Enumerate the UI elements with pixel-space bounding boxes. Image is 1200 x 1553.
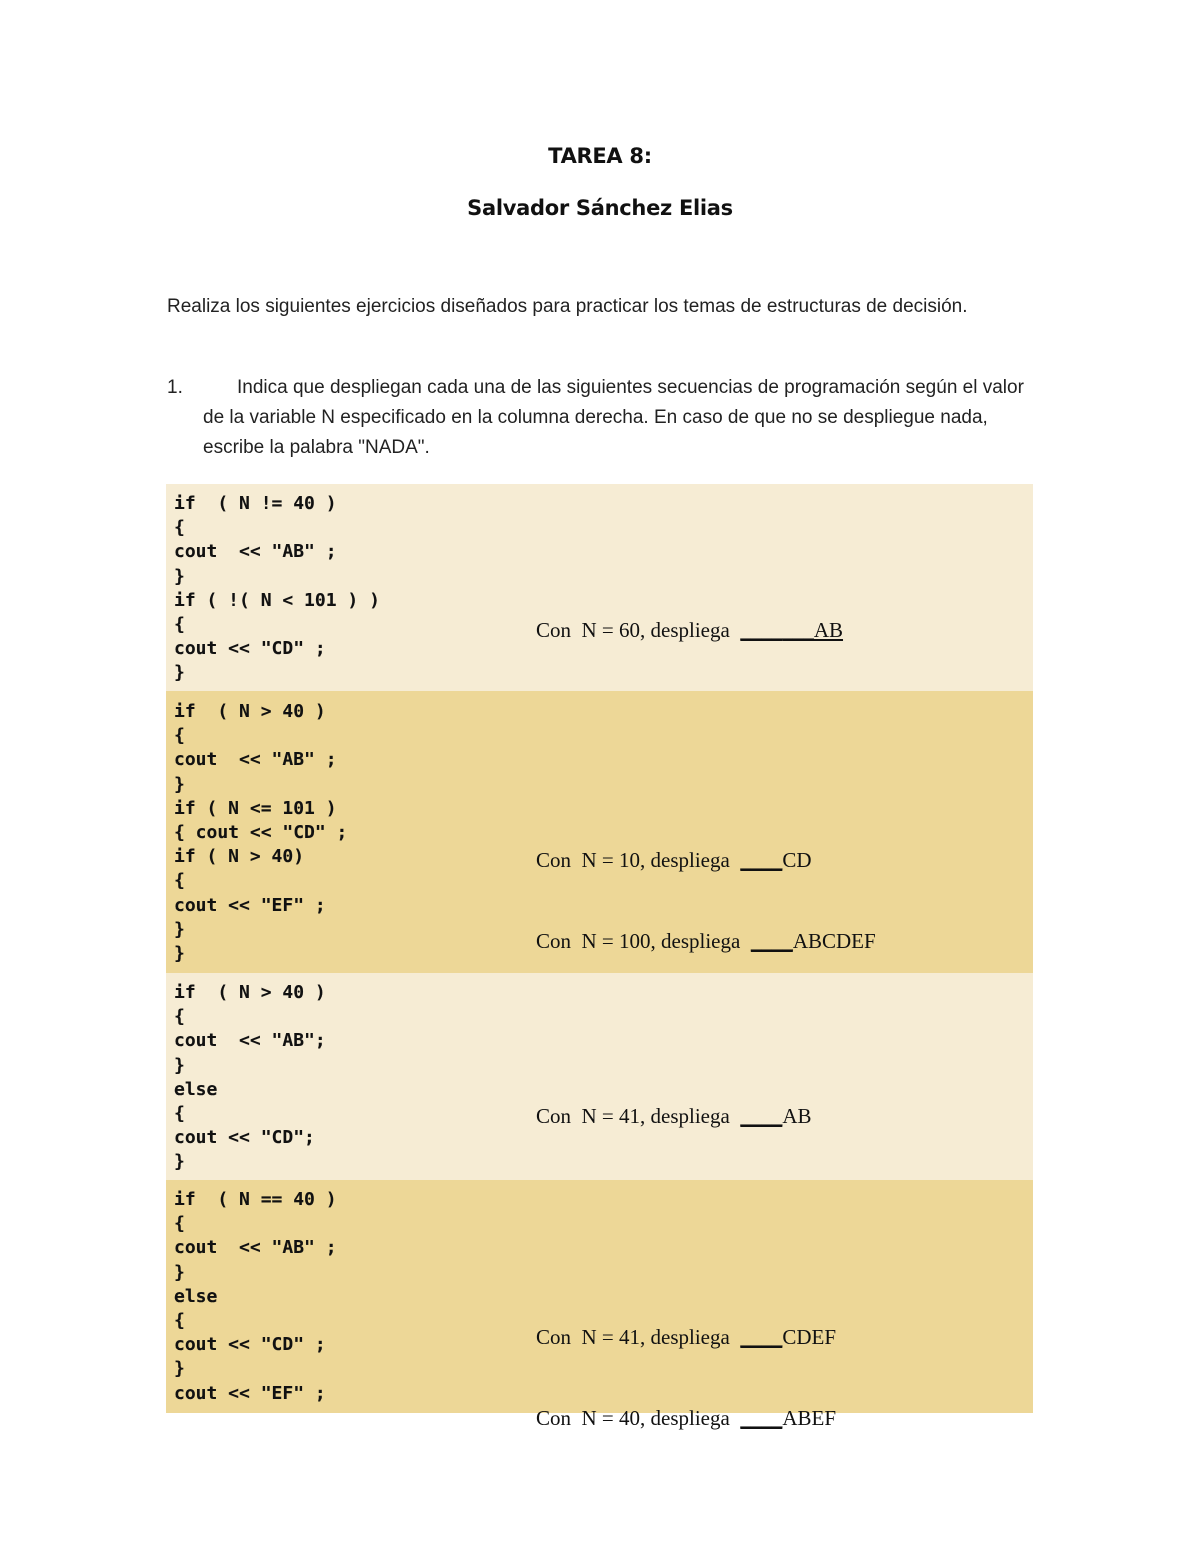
answer-value: ABCDEF <box>792 929 876 953</box>
answer-line <box>536 928 876 955</box>
code-snippet: if ( N != 40 ) { cout << "AB" ; } if ( !( N < 101 ) ) { cout << "CD" ; } <box>174 493 380 684</box>
exercise-row-1 <box>166 484 1033 691</box>
exercise-row-2 <box>166 691 1033 973</box>
author-name: Salvador Sánchez Elias <box>467 196 733 220</box>
answer-prefix: Con N = 41, despliega <box>536 1104 741 1128</box>
answer-blank: ____ <box>740 848 783 872</box>
answer-blank: ____ <box>740 1406 783 1430</box>
answer-line <box>536 1324 836 1351</box>
answer-blank: ____ <box>750 929 793 953</box>
answer-blank: ____ <box>740 1104 783 1128</box>
exercise-row-3 <box>166 973 1033 1180</box>
answer-blank: ____ <box>740 1325 783 1349</box>
answer-prefix: Con N = 60, despliega <box>536 618 741 642</box>
answer-value: ___AB <box>782 618 844 642</box>
document-title: TAREA 8: <box>548 144 652 168</box>
answer-value: AB <box>782 1104 812 1128</box>
answer-line <box>536 617 854 644</box>
list-item-1 <box>167 373 1027 463</box>
list-item-number: 1. <box>167 377 183 398</box>
answer-value: CDEF <box>782 1325 837 1349</box>
answer-prefix: Con N = 100, despliega <box>536 929 751 953</box>
answer-blank: ____ <box>740 618 783 642</box>
answer-prefix: Con N = 40, despliega <box>536 1406 741 1430</box>
code-snippet: if ( N == 40 ) { cout << "AB" ; } else { cout << "CD" ; } cout << "EF" ; <box>174 1189 337 1404</box>
answer-prefix: Con N = 10, despliega <box>536 848 741 872</box>
answer-value: ABEF <box>782 1406 837 1430</box>
answers-cell <box>536 1270 836 1486</box>
answer-line <box>536 1103 812 1130</box>
exercise-table <box>166 484 1033 1430</box>
answer-prefix: Con N = 41, despliega <box>536 1325 741 1349</box>
answer-value: CD <box>782 848 812 872</box>
answer-line <box>536 847 876 874</box>
list-item-text: Indica que despliegan cada una de las siguientes secuencias de programación según el valor de la variable N especificado en la columna derecha. En caso de que no se despliegue nada, escribe la palabra "NADA". <box>203 377 1024 458</box>
code-snippet: if ( N > 40 ) { cout << "AB" ; } if ( N <= 101 ) { cout << "CD" ; if ( N > 40) { cout << "EF" ; } } <box>174 701 348 965</box>
intro-paragraph: Realiza los siguientes ejercicios diseñados para practicar los temas de estructuras de decisión. <box>167 296 968 317</box>
code-snippet: if ( N > 40 ) { cout << "AB"; } else { cout << "CD"; } <box>174 982 326 1173</box>
exercise-row-4 <box>166 1180 1033 1430</box>
answer-line <box>536 1405 836 1432</box>
